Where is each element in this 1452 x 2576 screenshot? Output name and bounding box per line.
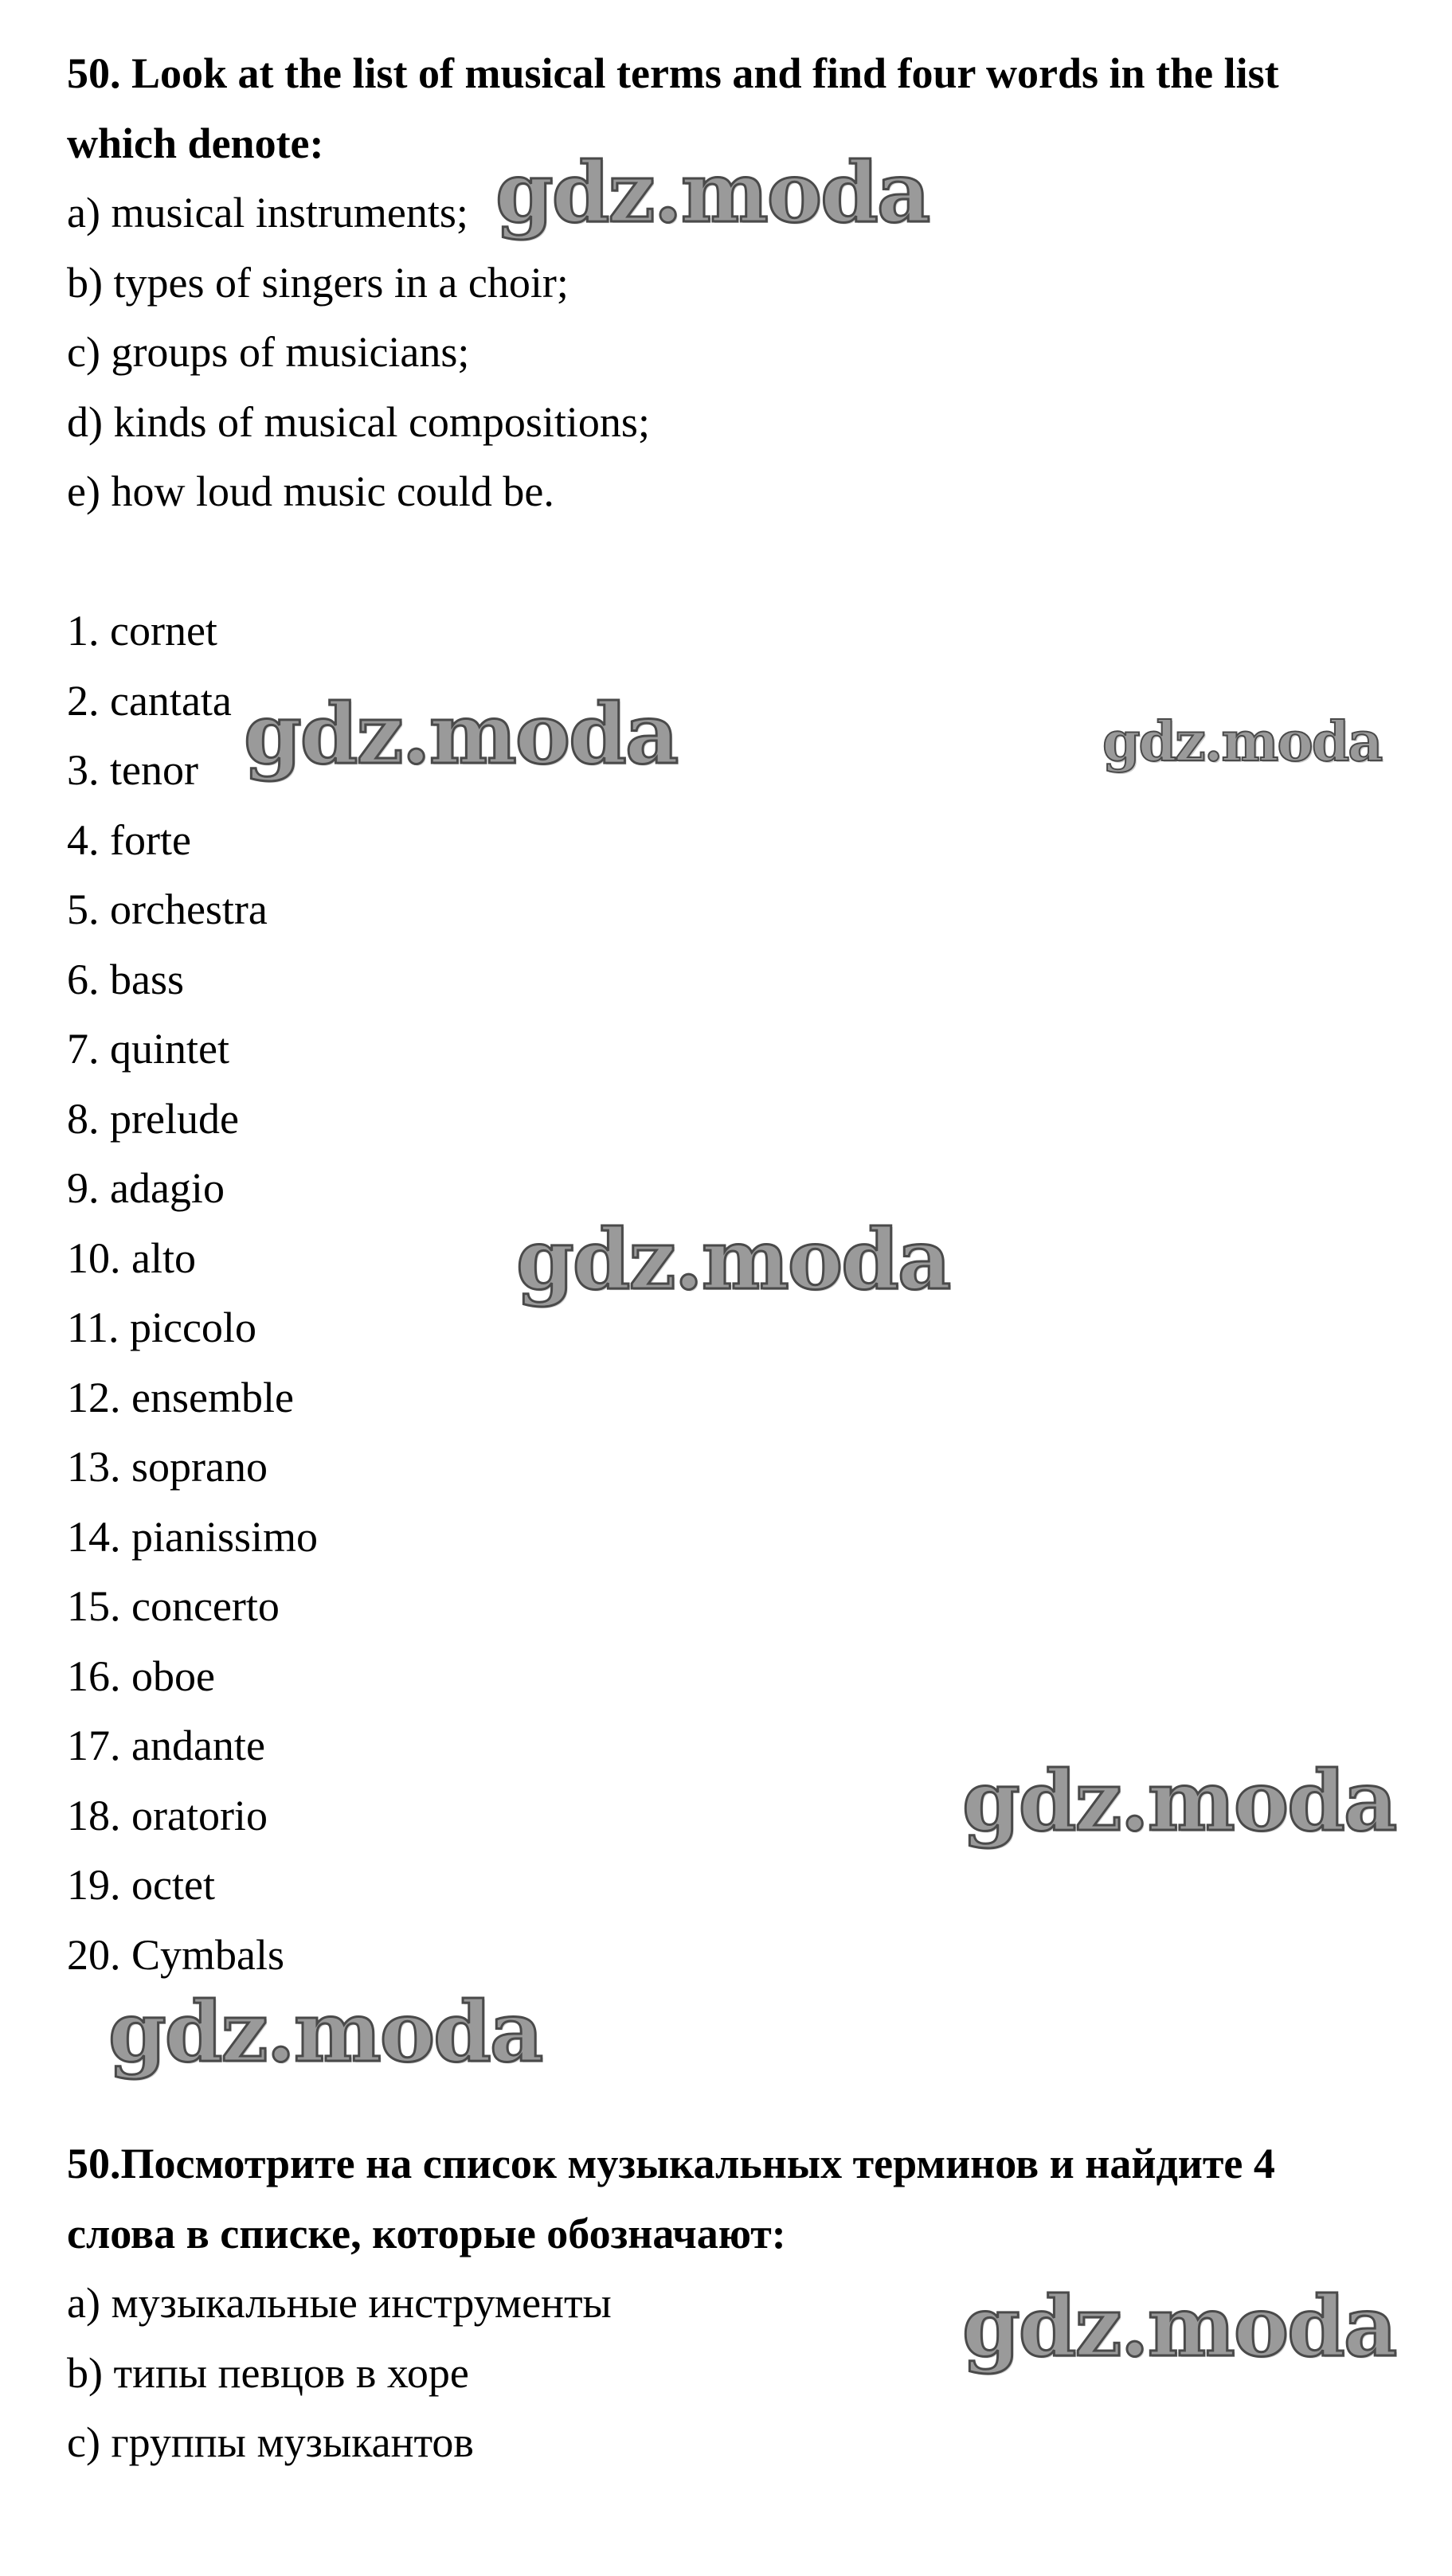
term-item-16: 16. oboe xyxy=(67,1652,215,1700)
term-item-19: 19. octet xyxy=(67,1861,215,1909)
task-en-item-d: d) kinds of musical compositions; xyxy=(67,398,650,446)
task-en-item-c: c) groups of musicians; xyxy=(67,328,470,376)
watermark: gdz.moda xyxy=(495,143,930,241)
task-en-item-b: b) types of singers in a choir; xyxy=(67,259,569,307)
watermark: gdz.moda xyxy=(1102,710,1382,774)
term-item-12: 12. ensemble xyxy=(67,1374,294,1421)
task-ru-item-b: b) типы певцов в хоре xyxy=(67,2349,469,2397)
watermark: gdz.moda xyxy=(962,1752,1396,1850)
term-item-10: 10. alto xyxy=(67,1234,196,1282)
task-ru-item-a: a) музыкальные инструменты xyxy=(67,2279,612,2327)
task-en-item-e: e) how loud music could be. xyxy=(67,467,554,515)
task-title-ru-line2: слова в списке, которые обозначают: xyxy=(67,2210,786,2257)
term-item-1: 1. cornet xyxy=(67,607,217,655)
watermark: gdz.moda xyxy=(108,1983,542,2081)
term-item-17: 17. andante xyxy=(67,1722,265,1769)
term-item-8: 8. prelude xyxy=(67,1095,239,1143)
task-title-en-line1: 50. Look at the list of musical terms and find four words in the list xyxy=(67,49,1279,97)
term-item-5: 5. orchestra xyxy=(67,885,268,933)
term-item-15: 15. concerto xyxy=(67,1582,280,1630)
watermark: gdz.moda xyxy=(244,685,678,783)
term-item-9: 9. adagio xyxy=(67,1164,225,1212)
term-item-6: 6. bass xyxy=(67,956,184,1003)
term-item-11: 11. piccolo xyxy=(67,1304,256,1351)
term-item-4: 4. forte xyxy=(67,816,191,864)
task-title-ru-line1: 50.Посмотрите на список музыкальных терминов и найдите 4 xyxy=(67,2140,1275,2187)
term-item-20: 20. Cymbals xyxy=(67,1931,285,1979)
task-title-en-line2: which denote: xyxy=(67,119,324,167)
term-item-14: 14. pianissimo xyxy=(67,1513,319,1561)
term-item-13: 13. soprano xyxy=(67,1443,268,1491)
term-item-18: 18. oratorio xyxy=(67,1792,268,1839)
task-en-item-a: a) musical instruments; xyxy=(67,189,468,236)
watermark: gdz.moda xyxy=(516,1210,950,1308)
task-ru-item-c: c) группы музыкантов xyxy=(67,2418,474,2466)
term-item-3: 3. tenor xyxy=(67,746,198,794)
term-item-7: 7. quintet xyxy=(67,1025,229,1073)
term-item-2: 2. cantata xyxy=(67,677,232,725)
watermark: gdz.moda xyxy=(962,2277,1396,2375)
